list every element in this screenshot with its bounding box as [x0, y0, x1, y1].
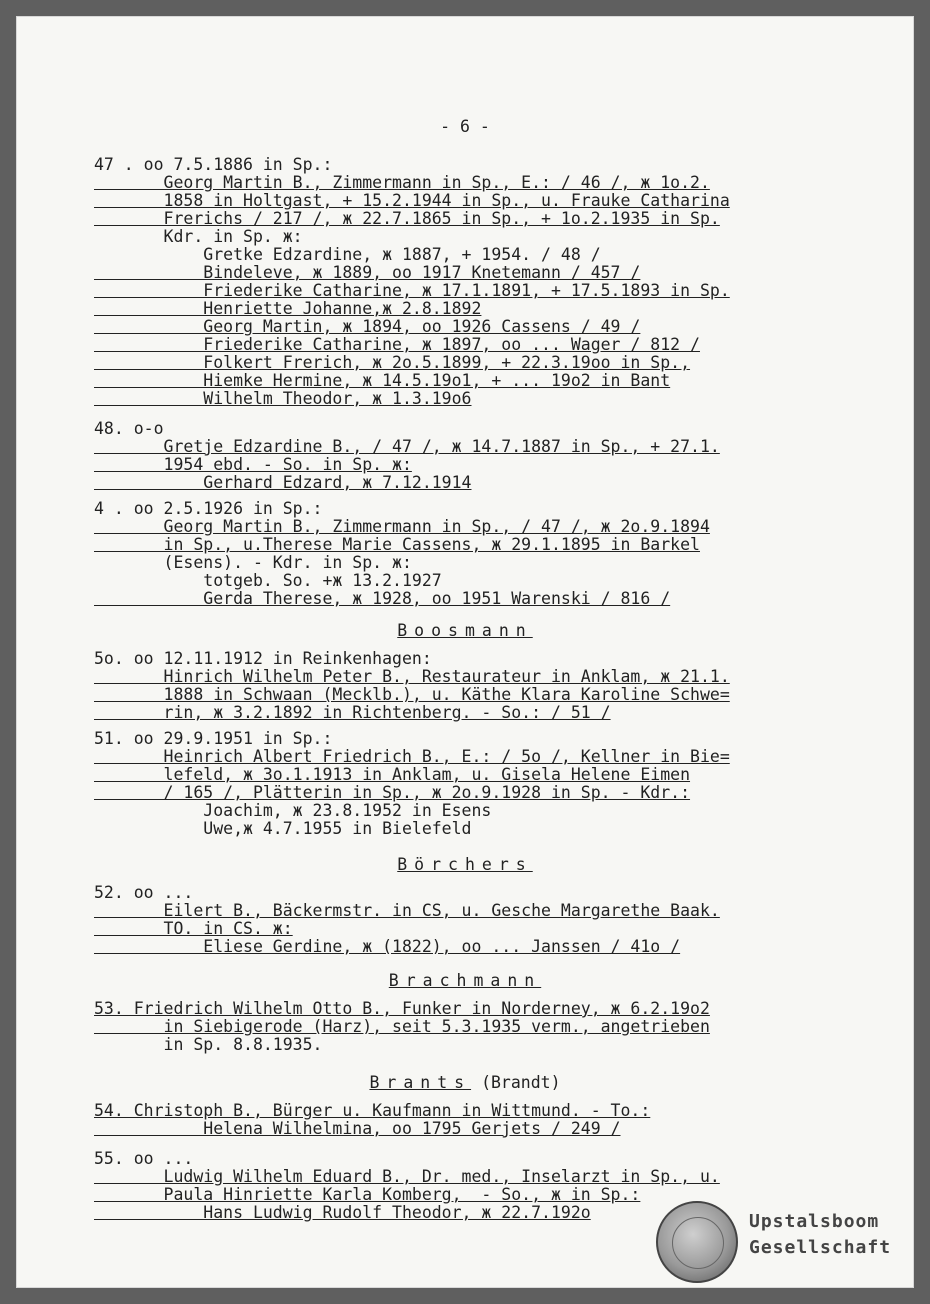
entry-line: in Sp., u.Therese Marie Cassens, ж 29.1.1895 in Barkel: [94, 535, 700, 554]
logo-line-2: Gesellschaft: [749, 1237, 892, 1258]
entry-line: 1888 in Schwaan (Mecklb.), u. Käthe Klara Karoline Schwe=: [94, 685, 730, 704]
entry-line: Hiemke Hermine, ж 14.5.19o1, + ... 19o2 in Bant: [94, 371, 671, 390]
entry-line: TO. in CS. ж:: [94, 919, 293, 938]
entry-line: 1954 ebd. - So. in Sp. ж:: [94, 455, 412, 474]
entry-line: Heinrich Albert Friedrich B., E.: / 5o /, Kellner in Bie=: [94, 747, 730, 766]
entry-line: Gerhard Edzard, ж 7.12.1914: [94, 473, 472, 492]
document-sheet: [16, 16, 914, 1288]
seal-icon: [656, 1201, 738, 1283]
entry-line: 48. o-o: [94, 419, 164, 438]
entry-line: 47 . oo 7.5.1886 in Sp.:: [94, 155, 333, 174]
entry-line: Gerda Therese, ж 1928, oo 1951 Warenski / 816 /: [94, 589, 671, 608]
section-title: Boosmann: [397, 621, 533, 640]
document-body: [16, 16, 914, 1288]
section-title: Brants: [369, 1073, 472, 1092]
entry-line: 54. Christoph B., Bürger u. Kaufmann in Wittmund. - To.:: [94, 1101, 651, 1120]
entry-line: Georg Martin B., Zimmermann in Sp., E.: / 46 /, ж 1o.2.: [94, 173, 710, 192]
upstalsboom-logo: [656, 1201, 896, 1281]
entry-line: Bindeleve, ж 1889, oo 1917 Knetemann / 457 /: [94, 263, 641, 282]
entry-line: Paula Hinriette Karla Komberg, - So., ж in Sp.:: [94, 1185, 641, 1204]
page-number: - 6 -: [440, 117, 490, 136]
entry-line: in Sp. 8.8.1935.: [94, 1035, 323, 1054]
entry-line: totgeb. So. +ж 13.2.1927: [94, 571, 442, 590]
entry-line: Frerichs / 217 /, ж 22.7.1865 in Sp., + 1o.2.1935 in Sp.: [94, 209, 720, 228]
entry-line: Henriette Johanne,ж 2.8.1892: [94, 299, 482, 318]
entry-line: (Esens). - Kdr. in Sp. ж:: [94, 553, 412, 572]
entry-line: Joachim, ж 23.8.1952 in Esens: [94, 801, 492, 820]
entry-line: in Siebigerode (Harz), seit 5.3.1935 verm., angetrieben: [94, 1017, 710, 1036]
entry-line: Georg Martin B., Zimmermann in Sp., / 47 /, ж 2o.9.1894: [94, 517, 710, 536]
entry-line: Gretje Edzardine B., / 47 /, ж 14.7.1887 in Sp., + 27.1.: [94, 437, 720, 456]
entry-line: 52. oo ...: [94, 883, 194, 902]
entry-line: Georg Martin, ж 1894, oo 1926 Cassens / 49 /: [94, 317, 641, 336]
logo-line-1: Upstalsboom: [749, 1211, 880, 1232]
entry-line: Hinrich Wilhelm Peter B., Restaurateur in Anklam, ж 21.1.: [94, 667, 730, 686]
entry-line: 55. oo ...: [94, 1149, 194, 1168]
entry-line: Friederike Catharine, ж 17.1.1891, + 17.5.1893 in Sp.: [94, 281, 730, 300]
entry-line: 5o. oo 12.11.1912 in Reinkenhagen:: [94, 649, 432, 668]
entry-line: / 165 /, Plätterin in Sp., ж 2o.9.1928 in Sp. - Kdr.:: [94, 783, 691, 802]
entry-line: lefeld, ж 3o.1.1913 in Anklam, u. Gisela Helene Eimen: [94, 765, 691, 784]
entry-line: 4 . oo 2.5.1926 in Sp.:: [94, 499, 323, 518]
entry-line: Hans Ludwig Rudolf Theodor, ж 22.7.192o: [94, 1203, 591, 1222]
section-title: Börchers: [397, 855, 533, 874]
entry-line: Friederike Catharine, ж 1897, oo ... Wager / 812 /: [94, 335, 700, 354]
section-heading-brachmann: [16, 972, 914, 990]
entry-line: Gretke Edzardine, ж 1887, + 1954. / 48 /: [94, 245, 601, 264]
entry-line: Ludwig Wilhelm Eduard B., Dr. med., Inselarzt in Sp., u.: [94, 1167, 720, 1186]
entry-line: Kdr. in Sp. ж:: [94, 227, 303, 246]
entry-line: Wilhelm Theodor, ж 1.3.19o6: [94, 389, 472, 408]
entry-line: Eilert B., Bäckermstr. in CS, u. Gesche Margarethe Baak.: [94, 901, 720, 920]
section-heading-brants: [16, 1074, 914, 1092]
entry-line: rin, ж 3.2.1892 in Richtenberg. - So.: / 51 /: [94, 703, 611, 722]
entry-line: Helena Wilhelmina, oo 1795 Gerjets / 249 /: [94, 1119, 621, 1138]
entry-line: 53. Friedrich Wilhelm Otto B., Funker in Norderney, ж 6.2.19o2: [94, 999, 710, 1018]
section-heading-boerchers: [16, 856, 914, 874]
section-title: Brachmann: [388, 971, 542, 990]
logo-text: [749, 1209, 891, 1261]
section-heading-boosmann: [16, 622, 914, 640]
entry-line: Eliese Gerdine, ж (1822), oo ... Janssen / 41o /: [94, 937, 681, 956]
entry-line: 1858 in Holtgast, + 15.2.1944 in Sp., u. Frauke Catharina: [94, 191, 730, 210]
entry-line: Folkert Frerich, ж 2o.5.1899, + 22.3.19oo in Sp.,: [94, 353, 691, 372]
section-alt-name: (Brandt): [481, 1073, 561, 1092]
entry-line: 51. oo 29.9.1951 in Sp.:: [94, 729, 333, 748]
entry-line: Uwe,ж 4.7.1955 in Bielefeld: [94, 819, 472, 838]
